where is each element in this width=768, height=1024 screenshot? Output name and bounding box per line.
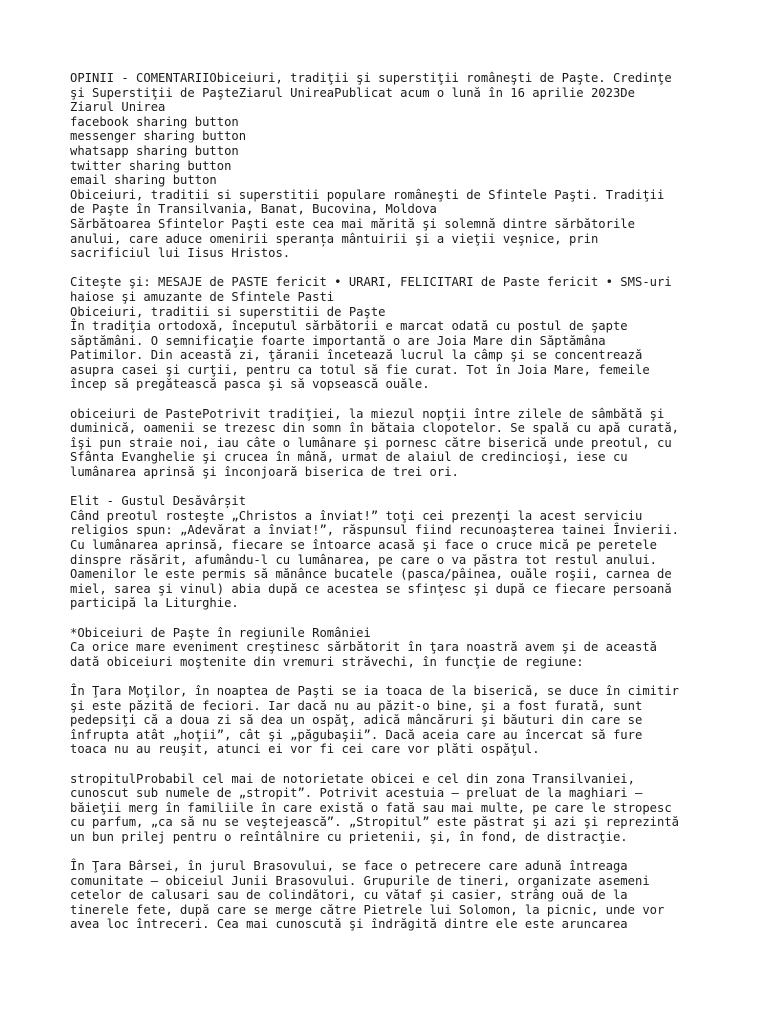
text-line: cu parfum, „ca să nu se veştejească”. „Stropitul” este păstrat şi azi şi reprezintă: [70, 815, 680, 830]
paragraph-gap: [70, 757, 702, 772]
text-line: băieţii merg în familiile în care există o fată sau mai multe, pe care le stropesc: [70, 800, 672, 815]
text-line: anului, care aduce omenirii speranța mântuirii şi a vieţii veşnice, prin: [70, 231, 599, 246]
text-line: sacrificiul lui Iisus Hristos.: [70, 246, 291, 261]
paragraph: [70, 626, 702, 670]
paragraph: [70, 275, 702, 392]
text-line: Sfânta Evanghelie şi crucea în mână, urmat de alaiul de credincioşi, iese cu: [70, 450, 628, 465]
paragraph: [70, 494, 702, 611]
text-line: OPINII - COMENTARIIObiceiuri, tradiţii şi superstiţii româneşti de Paşte. Credinţe: [70, 71, 672, 85]
text-line: un bun prilej pentru o reîntâlnire cu prietenii, şi, în fond, de distracţie.: [70, 829, 628, 844]
text-line: religios spun: „Adevărat a înviat!”, răspunsul fiind recunoaşterea tainei Învierii.: [70, 523, 680, 538]
paragraph-gap: [70, 392, 702, 407]
text-line: Ziarul Unirea: [70, 100, 166, 115]
paragraph-gap: [70, 844, 702, 859]
text-line: cetelor de calusari sau de colindători, cu vătaf şi casier, strâng ouă de la: [70, 888, 628, 903]
text-line: twitter sharing button: [70, 158, 232, 173]
text-line: obiceiuri de PastePotrivit tradiţiei, la miezul nopţii între zilele de sâmbătă şi: [70, 406, 665, 421]
text-line: miel, sarea şi vinul) abia după ce acestea se sfinţesc şi după ce fiecare persoană: [70, 581, 672, 596]
text-line: cunoscut sub numele de „stropit”. Potrivit acestuia – preluat de la maghiari –: [70, 786, 643, 801]
text-line: înfrupta atât „hoţii”, cât şi „păgubaşii”. Dacă aceia care au încercat să fure: [70, 727, 643, 742]
document-body: [70, 71, 702, 932]
text-line: avea loc întreceri. Cea mai cunoscută şi îndrăgită dintre ele este aruncarea: [70, 917, 628, 932]
text-line: Când preotul rosteşte „Christos a înviat!” toţi cei prezenţi la acest serviciu: [70, 508, 643, 523]
text-line: încep să pregătească pasca şi să vopsească ouăle.: [70, 377, 430, 392]
paragraph: [70, 684, 702, 757]
text-line: asupra casei şi curţii, pentru ca totul să fie curat. Tot în Joia Mare, femeile: [70, 362, 650, 377]
text-line: dată obiceiuri moştenite din vremuri străvechi, în funcţie de regiune:: [70, 654, 584, 669]
text-line: comunitate – obiceiul Junii Brasovului. Grupurile de tineri, organizate asemeni: [70, 873, 650, 888]
text-line: În Ţara Bârsei, în jurul Brasovului, se face o petrecere care adună întreaga: [70, 859, 628, 874]
text-line: de Paşte în Transilvania, Banat, Bucovina, Moldova: [70, 202, 437, 217]
text-line: Patimilor. Din această zi, ţăranii încetează lucrul la câmp şi se concentrează: [70, 348, 643, 363]
text-line: messenger sharing button: [70, 129, 247, 144]
text-line: Citeşte şi: MESAJE de PASTE fericit • URARI, FELICITARI de Paste fericit • SMS-uri: [70, 275, 672, 290]
text-line: Obiceiuri, traditii si superstitii de Paşte: [70, 304, 386, 319]
text-line: Obiceiuri, traditii si superstitii populare româneşti de Sfintele Paşti. Tradiţii: [70, 187, 665, 202]
text-line: În tradiţia ortodoxă, începutul sărbătorii e marcat odată cu postul de şapte: [70, 319, 628, 334]
text-line: În Ţara Moţilor, în noaptea de Paşti se ia toaca de la biserică, se duce în cimitir: [70, 683, 680, 698]
text-line: dinspre răsărit, afumându-l cu lumânarea, pe care o va păstra tot restul anului.: [70, 552, 657, 567]
paragraph: [70, 772, 702, 845]
text-line: stropitulProbabil cel mai de notorietate obicei e cel din zona Transilvaniei,: [70, 771, 635, 786]
text-line: whatsapp sharing button: [70, 143, 239, 158]
text-line: toaca nu au reuşit, atunci ei vor fi cei care vor plăti ospăţul.: [70, 742, 540, 757]
text-line: Oamenilor le este permis să mănânce bucatele (pasca/pâinea, ouăle roşii, carnea de: [70, 567, 672, 582]
text-line: facebook sharing button: [70, 114, 239, 129]
paragraph-gap: [70, 261, 702, 276]
text-line: Elit - Gustul Desăvârșit: [70, 494, 247, 509]
text-line: pedepsiţi că a doua zi să dea un ospăţ, adică mâncăruri şi băuturi din care se: [70, 713, 643, 728]
text-line: Ca orice mare eveniment creştinesc sărbătorit în ţara noastră avem şi de această: [70, 640, 657, 655]
paragraph-gap: [70, 480, 702, 495]
text-line: îşi pun straie noi, iau câte o lumânare şi pornesc către biserică unde preotul, cu: [70, 435, 672, 450]
text-line: Cu lumânarea aprinsă, fiecare se întoarce acasă şi face o cruce mică pe peretele: [70, 538, 657, 552]
text-line: haiose şi amuzante de Sfintele Pasti: [70, 289, 335, 304]
text-line: Sărbătoarea Sfintelor Paşti este cea mai mărită şi solemnă dintre sărbătorile: [70, 216, 635, 231]
text-line: săptămâni. O semnificaţie foarte importantă o are Joia Mare din Săptămâna: [70, 333, 606, 348]
text-line: şi Superstiţii de PaşteZiarul UnireaPublicat acum o lună în 16 aprilie 2023De: [70, 85, 635, 100]
paragraph-gap: [70, 611, 702, 626]
paragraph: [70, 71, 702, 261]
paragraph: [70, 407, 702, 480]
paragraph: [70, 859, 702, 932]
text-line: participă la Liturghie.: [70, 596, 239, 611]
text-line: email sharing button: [70, 173, 217, 188]
text-line: tinerele fete, după care se merge către Pietrele lui Solomon, la picnic, unde vor: [70, 902, 665, 917]
text-line: şi este păzită de feciori. Iar dacă nu au păzit-o bine, şi a fost furată, sunt: [70, 698, 643, 713]
text-line: lumânarea aprinsă şi înconjoară biserica de trei ori.: [70, 465, 459, 480]
text-line: *Obiceiuri de Paşte în regiunile României: [70, 625, 371, 640]
text-line: duminică, oamenii se trezesc din somn în bătaia clopotelor. Se spală cu apă curată,: [70, 421, 680, 436]
paragraph-gap: [70, 669, 702, 684]
